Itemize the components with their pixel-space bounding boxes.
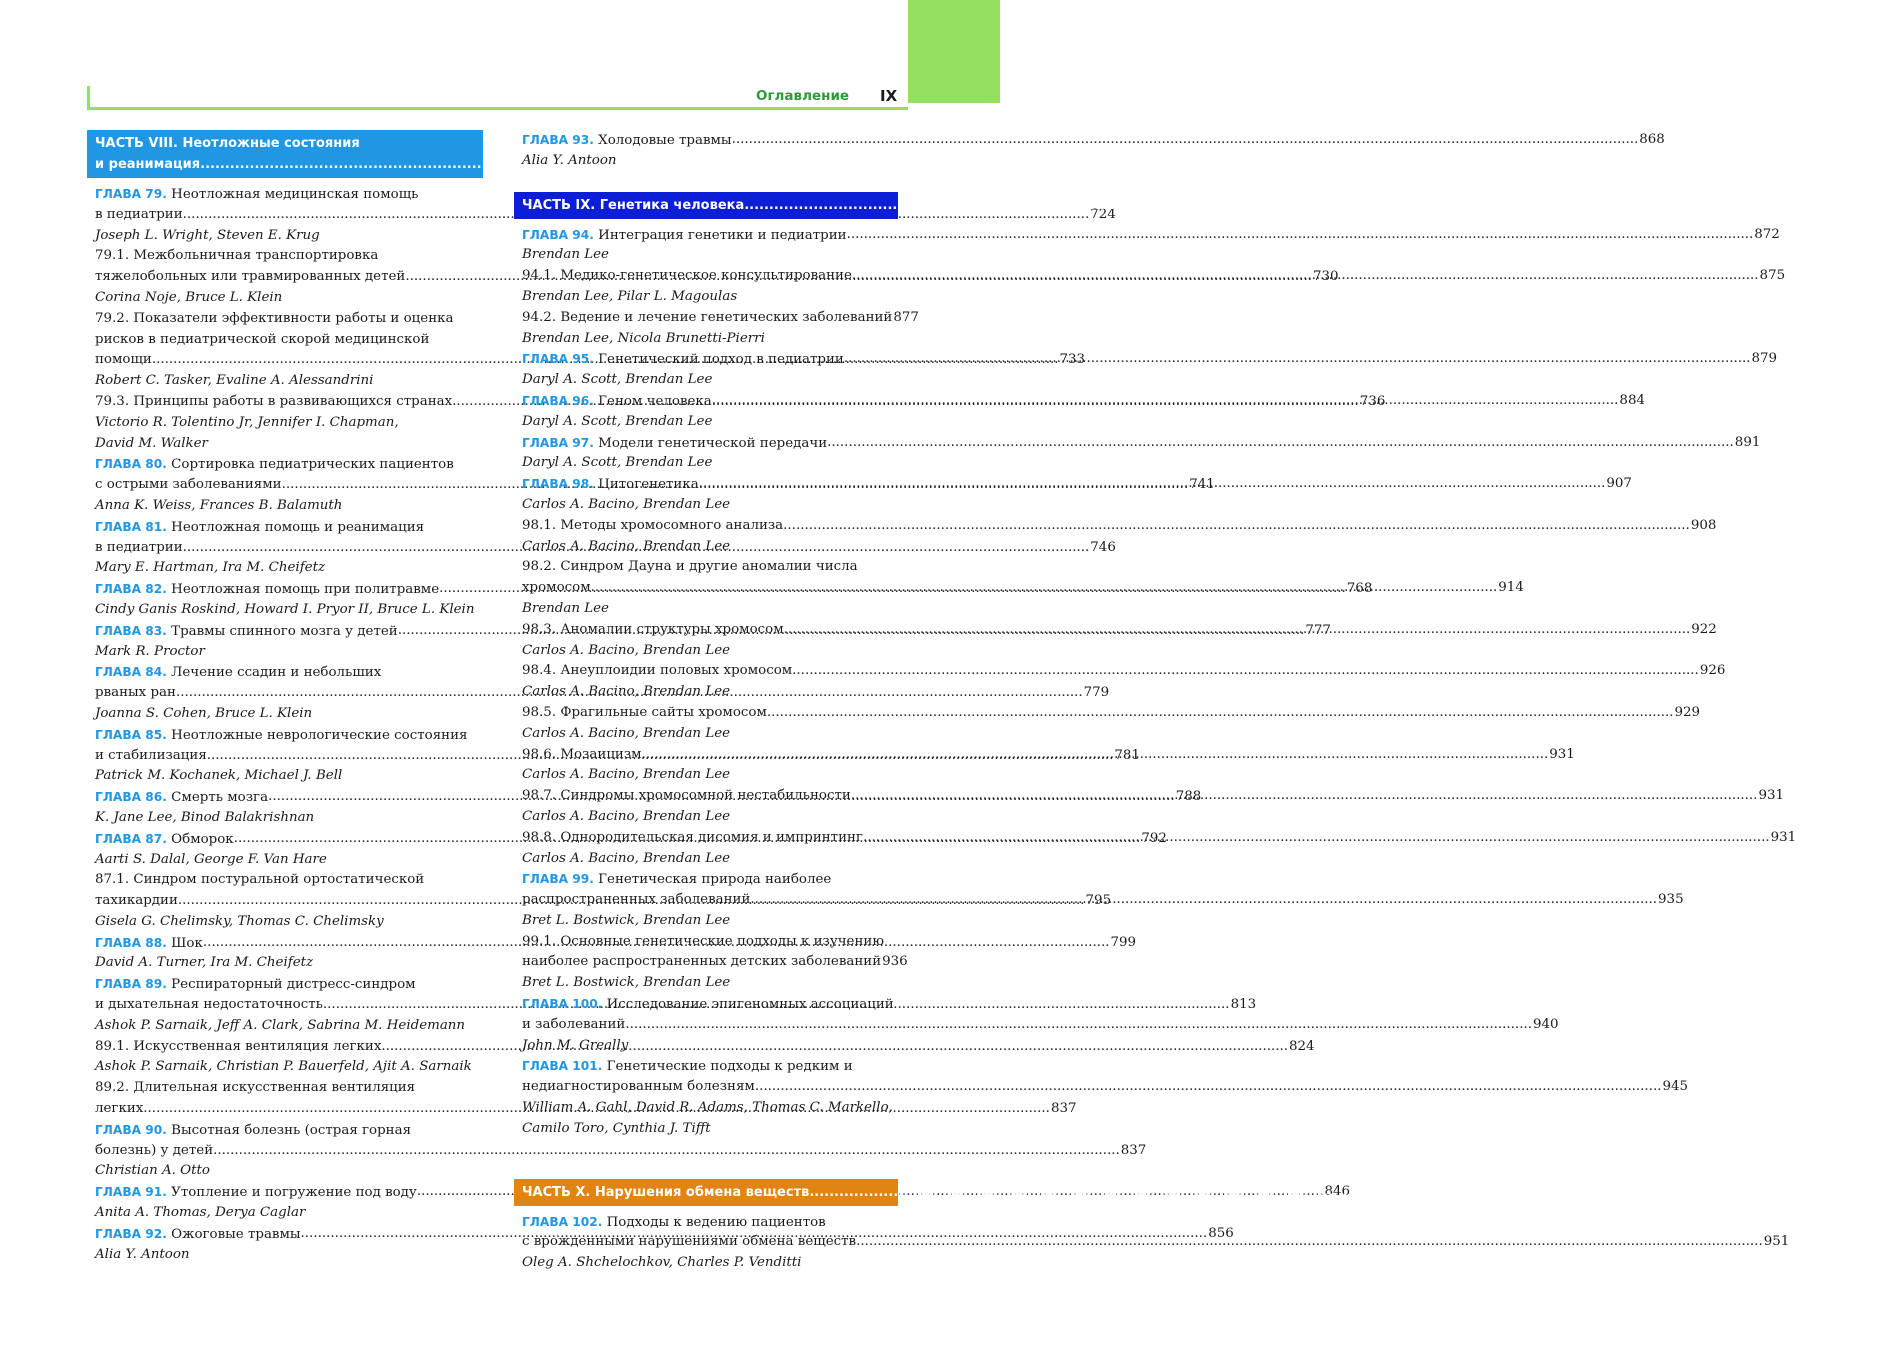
entry-page: 788 bbox=[1175, 789, 1202, 805]
toc-entry-line: хромосом ..... 914 bbox=[514, 578, 898, 599]
chapter-label: ГЛАВА 102. bbox=[522, 1214, 603, 1229]
chapter-title: Холодовые травмы bbox=[598, 133, 732, 148]
entry-page: 777 bbox=[1305, 622, 1331, 638]
running-title: Оглавление bbox=[756, 88, 850, 104]
chapter-label: ГЛАВА 97. bbox=[522, 435, 594, 450]
entry-page: 931 bbox=[1549, 746, 1575, 762]
entry-page: 846 bbox=[1324, 1184, 1351, 1200]
section-authors: Victorio R. Tolentino Jr, Jennifer I. Chapman, bbox=[95, 414, 399, 430]
chapter-title: Сортировка педиатрических пациентов bbox=[171, 457, 454, 473]
chapter-label: ГЛАВА 87. bbox=[95, 831, 167, 846]
toc-entry-line: в педиатрии ..... 746 bbox=[87, 538, 483, 559]
entry-page: 741 bbox=[1189, 477, 1215, 493]
chapter-label: ГЛАВА 80. bbox=[95, 457, 167, 472]
entry-page: 779 bbox=[1083, 685, 1110, 701]
toc-entry-s98-8[interactable]: 98.8. Однородительская дисомия и импринтинг ..... 931 bbox=[514, 828, 898, 849]
toc-entry-line: распространенных заболеваний ..... 935 bbox=[514, 890, 898, 911]
chapter-title: Ожоговые травмы bbox=[171, 1226, 301, 1242]
chapter-authors: Alia Y. Antoon bbox=[522, 152, 617, 168]
chapter-authors: Joseph L. Wright, Steven E. Krug bbox=[95, 227, 320, 243]
toc-entry-ch94[interactable] bbox=[514, 225, 1780, 246]
header-rule bbox=[87, 107, 908, 110]
chapter-authors: Cindy Ganis Roskind, Howard I. Pryor II, Bruce L. Klein bbox=[95, 601, 475, 617]
chapter-title: Генетические подходы к редким и bbox=[606, 1059, 853, 1075]
chapter-label: ГЛАВА 92. bbox=[95, 1226, 167, 1241]
chapter-label: ГЛАВА 79. bbox=[95, 187, 167, 201]
toc-entry-line: с острыми заболеваниями ..... 741 bbox=[87, 475, 483, 496]
toc-entry-ch93[interactable] bbox=[514, 130, 1665, 151]
entry-page: 951 bbox=[1763, 1234, 1790, 1250]
toc-entry-ch102[interactable] bbox=[514, 1212, 898, 1233]
entry-page: 940 bbox=[1532, 1016, 1559, 1032]
chapter-label: ГЛАВА 89. bbox=[95, 977, 167, 992]
chapter-title: Обморок bbox=[171, 831, 234, 847]
chapter-label: ГЛАВА 84. bbox=[95, 665, 167, 680]
section-authors: Robert C. Tasker, Evaline A. Alessandrini bbox=[95, 373, 374, 389]
entry-page: 929 bbox=[1674, 704, 1701, 720]
entry-page: 824 bbox=[1289, 1038, 1315, 1054]
chapter-label: ГЛАВА 86. bbox=[95, 790, 167, 805]
toc-entry-ch79[interactable] bbox=[87, 184, 483, 205]
toc-entry-line: болезнь) у детей ..... 837 bbox=[87, 1141, 483, 1162]
chapter-title: Подходы к ведению пациентов bbox=[606, 1214, 826, 1230]
entry-page: 746 bbox=[1090, 539, 1116, 555]
entry-page: 875 bbox=[1759, 268, 1786, 284]
toc-entry-s87-1[interactable]: 87.1. Синдром постуральной ортостатической bbox=[95, 872, 425, 888]
toc-entry-ch100[interactable] bbox=[514, 994, 898, 1015]
toc-entry-s98-3[interactable]: 98.3. Аномалии структуры хромосом ..... 922 bbox=[514, 620, 898, 641]
toc-entry-line: рваных ран ..... 779 bbox=[87, 683, 483, 704]
toc-entry-s98-4[interactable]: 98.4. Анеуплоидии половых хромосом ..... 926 bbox=[514, 661, 898, 682]
entry-page: 879 bbox=[1751, 351, 1778, 367]
chapter-authors: Aarti S. Dalal, George F. Van Hare bbox=[95, 851, 327, 867]
entry-page: 868 bbox=[1639, 132, 1665, 147]
entry-page: 856 bbox=[1208, 1225, 1234, 1241]
toc-entry-s99-1[interactable]: 99.1. Основные генетические подходы к изучению bbox=[522, 933, 884, 949]
chapter-title: Неотложная медицинская помощь bbox=[171, 187, 419, 202]
chapter-label: ГЛАВА 101. bbox=[522, 1059, 603, 1074]
toc-entry-s98-1[interactable]: 98.1. Методы хромосомного анализа ..... 908 bbox=[514, 516, 898, 537]
chapter-label: ГЛАВА 81. bbox=[95, 519, 167, 534]
entry-page: 792 bbox=[1141, 830, 1167, 846]
section-authors: Carlos A. Bacino, Brendan Lee bbox=[522, 767, 731, 783]
entry-page: 872 bbox=[1754, 226, 1780, 242]
chapter-title: Интеграция генетики и педиатрии bbox=[598, 227, 847, 243]
entry-page: 891 bbox=[1734, 434, 1761, 450]
toc-entry-ch92[interactable] bbox=[87, 1224, 1234, 1245]
toc-entry-ch101[interactable] bbox=[514, 1056, 898, 1077]
toc-entry-ch97[interactable] bbox=[514, 433, 1761, 454]
chapter-label: ГЛАВА 85. bbox=[95, 727, 167, 742]
chapter-label: ГЛАВА 96. bbox=[522, 393, 594, 408]
chapter-title: Неотложная помощь и реанимация bbox=[171, 519, 425, 535]
toc-entry-ch81[interactable] bbox=[87, 517, 483, 538]
toc-entry-s79-2[interactable]: 79.2. Показатели эффективности работы и оценка bbox=[95, 310, 454, 326]
entry-page: 926 bbox=[1699, 663, 1726, 679]
part-title: ЧАСТЬ X. Нарушения обмена веществ bbox=[522, 1184, 810, 1200]
toc-entry-ch85[interactable] bbox=[87, 725, 483, 746]
section-authors: Carlos A. Bacino, Brendan Lee bbox=[522, 642, 731, 658]
chapter-title: Неотложные неврологические состояния bbox=[171, 727, 468, 743]
toc-entry-s98-6[interactable]: 98.6. Мозаицизм ..... 931 bbox=[514, 745, 898, 766]
page-number: IX bbox=[880, 87, 898, 105]
chapter-title: Генетический подход в педиатрии bbox=[598, 352, 844, 368]
chapter-authors: Bret L. Bostwick, Brendan Lee bbox=[522, 912, 731, 928]
chapter-authors: Anna K. Weiss, Frances B. Balamuth bbox=[95, 497, 343, 513]
chapter-label: ГЛАВА 94. bbox=[522, 227, 594, 242]
section-authors: Carlos A. Bacino, Brendan Lee bbox=[522, 808, 731, 824]
chapter-authors: Daryl A. Scott, Brendan Lee bbox=[522, 455, 713, 471]
toc-entry-s89-1[interactable]: 89.1. Искусственная вентиляция легких ..... 824 bbox=[87, 1037, 483, 1058]
entry-page: 931 bbox=[1758, 788, 1784, 804]
section-authors: David M. Walker bbox=[95, 435, 208, 451]
chapter-title: Генетическая природа наиболее bbox=[598, 872, 832, 888]
chapter-authors: Daryl A. Scott, Brendan Lee bbox=[522, 372, 713, 388]
part-page: 951 bbox=[1862, 1184, 1889, 1200]
section-authors: Gisela G. Chelimsky, Thomas C. Chelimsky bbox=[95, 913, 384, 929]
toc-entry-line: рисков в педиатрической скорой медицинской bbox=[95, 331, 430, 347]
chapter-authors: William A. Gahl, David R. Adams, Thomas C. Markello, bbox=[522, 1100, 893, 1116]
entry-page: 733 bbox=[1059, 352, 1086, 368]
toc-entry-ch99[interactable] bbox=[514, 869, 898, 890]
section-authors: Carlos A. Bacino, Brendan Lee bbox=[522, 684, 731, 700]
chapter-authors: Carlos A. Bacino, Brendan Lee bbox=[522, 496, 731, 512]
chapter-label: ГЛАВА 91. bbox=[95, 1185, 167, 1200]
entry-page: 922 bbox=[1691, 621, 1717, 637]
toc-entry-line: тахикардии ..... 795 bbox=[87, 891, 483, 912]
entry-page: 768 bbox=[1346, 581, 1373, 597]
toc-entry-s98-5[interactable]: 98.5. Фрагильные сайты хромосом ..... 929 bbox=[514, 703, 898, 724]
section-authors: Ashok P. Sarnaik, Christian P. Bauerfeld, Ajit A. Sarnaik bbox=[95, 1059, 472, 1075]
entry-page: 931 bbox=[1770, 829, 1797, 845]
chapter-authors: David A. Turner, Ira M. Cheifetz bbox=[95, 955, 314, 971]
section-authors: Brendan Lee, Pilar L. Magoulas bbox=[522, 288, 738, 304]
part-title: ЧАСТЬ IX. Генетика человека bbox=[522, 197, 745, 213]
chapter-label: ГЛАВА 98. bbox=[522, 477, 594, 492]
chapter-label: ГЛАВА 100. bbox=[522, 997, 603, 1012]
entry-page: 908 bbox=[1690, 517, 1717, 533]
toc-entry-s94-2[interactable]: 94.2. Ведение и лечение генетических заболеваний 877 bbox=[514, 308, 898, 329]
chapter-authors: Patrick M. Kochanek, Michael J. Bell bbox=[95, 768, 343, 784]
toc-entry-s79-1[interactable]: 79.1. Межбольничная транспортировка bbox=[95, 248, 379, 264]
toc-entry-ch90[interactable] bbox=[87, 1120, 483, 1141]
chapter-label: ГЛАВА 88. bbox=[95, 935, 167, 950]
toc-entry-ch89[interactable] bbox=[87, 974, 483, 995]
chapter-authors: K. Jane Lee, Binod Balakrishnan bbox=[95, 809, 315, 825]
section-authors: Bret L. Bostwick, Brendan Lee bbox=[522, 975, 731, 991]
chapter-authors: John M. Greally bbox=[522, 1037, 629, 1053]
chapter-title: Геном человека bbox=[598, 393, 712, 409]
chapter-authors: Joanna S. Cohen, Bruce L. Klein bbox=[95, 705, 313, 721]
toc-entry-line: и заболеваний ..... 940 bbox=[514, 1015, 898, 1036]
part-page: 724 bbox=[1253, 157, 1281, 172]
chapter-label: ГЛАВА 93. bbox=[522, 133, 594, 147]
part-title: ЧАСТЬ VIII. Неотложные состояния bbox=[95, 136, 360, 151]
entry-page: 799 bbox=[1110, 934, 1137, 950]
entry-page: 877 bbox=[893, 309, 919, 325]
entry-page: 795 bbox=[1085, 893, 1112, 909]
section-authors: Brendan Lee bbox=[522, 600, 609, 616]
chapter-label: ГЛАВА 99. bbox=[522, 872, 594, 887]
toc-entry-s98-2[interactable]: 98.2. Синдром Дауна и другие аномалии числа bbox=[522, 559, 858, 575]
chapter-label: ГЛАВА 95. bbox=[522, 352, 594, 367]
toc-entry-line: недиагностированным болезням ..... 945 bbox=[514, 1077, 898, 1098]
chapter-title: Модели генетической передачи bbox=[598, 435, 828, 451]
chapter-title: Утопление и погружение под воду bbox=[171, 1185, 417, 1201]
section-authors: Carlos A. Bacino, Brendan Lee bbox=[522, 725, 731, 741]
toc-entry-line: наиболее распространенных детских заболеваний 936 bbox=[514, 952, 898, 973]
entry-page: 907 bbox=[1606, 476, 1632, 492]
entry-page: 837 bbox=[1050, 1101, 1077, 1117]
entry-page: 736 bbox=[1359, 393, 1386, 409]
chapter-title: Цитогенетика bbox=[598, 477, 699, 493]
toc-entry-line: помощи ..... 733 bbox=[87, 350, 483, 371]
chapter-label: ГЛАВА 90. bbox=[95, 1122, 167, 1137]
entry-page: 730 bbox=[1312, 269, 1339, 285]
section-authors: Carlos A. Bacino, Brendan Lee bbox=[522, 850, 731, 866]
toc-entry-line: тяжелобольных или травмированных детей ..... 730 bbox=[87, 267, 483, 288]
toc-entry-s79-3[interactable]: 79.3. Принципы работы в развивающихся странах ..... 736 bbox=[87, 392, 483, 413]
chapter-title: Смерть мозга bbox=[171, 790, 269, 806]
part-title-line: и реанимация ..... 724 bbox=[95, 154, 477, 175]
chapter-title: Неотложная помощь при политравме bbox=[171, 582, 440, 598]
entry-page: 884 bbox=[1619, 392, 1645, 408]
chapter-title: Высотная болезнь (острая горная bbox=[171, 1122, 412, 1138]
chapter-authors: Daryl A. Scott, Brendan Lee bbox=[522, 413, 713, 429]
toc-entry-line: и дыхательная недостаточность ..... 813 bbox=[87, 995, 483, 1016]
entry-page: 813 bbox=[1230, 997, 1257, 1013]
toc-entry-ch80[interactable] bbox=[87, 454, 483, 475]
section-authors: Corina Noje, Bruce L. Klein bbox=[95, 289, 283, 305]
chapter-authors: Oleg A. Shchelochkov, Charles P. Venditti bbox=[522, 1255, 802, 1271]
chapter-authors: Mary E. Hartman, Ira M. Cheifetz bbox=[95, 560, 326, 576]
chapter-authors: Alia Y. Antoon bbox=[95, 1246, 190, 1262]
entry-page: 914 bbox=[1498, 580, 1524, 596]
toc-entry-s94-1[interactable]: 94.1. Медико-генетическое консультирование ..... 875 bbox=[514, 266, 898, 287]
section-authors: Brendan Lee, Nicola Brunetti-Pierri bbox=[522, 330, 765, 346]
toc-entry-ch84[interactable] bbox=[87, 662, 483, 683]
chapter-authors: Camilo Toro, Cynthia J. Tifft bbox=[522, 1120, 711, 1136]
chapter-title: Респираторный дистресс-синдром bbox=[171, 977, 416, 993]
chapter-authors: Brendan Lee bbox=[522, 247, 609, 263]
chapter-title: Лечение ссадин и небольших bbox=[171, 665, 382, 681]
chapter-authors: Mark R. Proctor bbox=[95, 643, 205, 659]
toc-entry-s98-7[interactable]: 98.7. Синдромы хромосомной нестабильности ..... 931 bbox=[514, 786, 898, 807]
chapter-authors: Anita A. Thomas, Derya Caglar bbox=[95, 1205, 306, 1221]
chapter-label: ГЛАВА 82. bbox=[95, 582, 167, 597]
entry-page: 837 bbox=[1120, 1142, 1147, 1158]
chapter-title: Шок bbox=[171, 935, 203, 951]
chapter-label: ГЛАВА 83. bbox=[95, 623, 167, 638]
toc-entry-line: и стабилизация ..... 781 bbox=[87, 746, 483, 767]
entry-page: 781 bbox=[1114, 747, 1140, 763]
entry-page: 936 bbox=[882, 954, 908, 970]
entry-page: 945 bbox=[1662, 1079, 1689, 1095]
section-authors: Carlos A. Bacino, Brendan Lee bbox=[522, 538, 731, 554]
entry-page: 935 bbox=[1658, 892, 1684, 908]
chapter-authors: Christian A. Otto bbox=[95, 1163, 210, 1179]
toc-entry-line: легких ..... 837 bbox=[87, 1099, 483, 1120]
entry-page: 724 bbox=[1090, 206, 1116, 222]
chapter-color-tab bbox=[908, 0, 1000, 103]
part-page: 872 bbox=[1797, 197, 1825, 213]
toc-entry-s89-2[interactable]: 89.2. Длительная искусственная вентиляция bbox=[95, 1080, 416, 1096]
toc-entry-line: с врожденными нарушениями обмена веществ ..... 951 bbox=[514, 1232, 898, 1253]
chapter-authors: Ashok P. Sarnaik, Jeff A. Clark, Sabrina M. Heidemann bbox=[95, 1017, 466, 1033]
toc-entry-line: в педиатрии ..... 724 bbox=[87, 205, 483, 226]
chapter-title: Исследование эпигеномных ассоциаций bbox=[606, 997, 894, 1013]
chapter-title: Травмы спинного мозга у детей bbox=[171, 623, 398, 639]
